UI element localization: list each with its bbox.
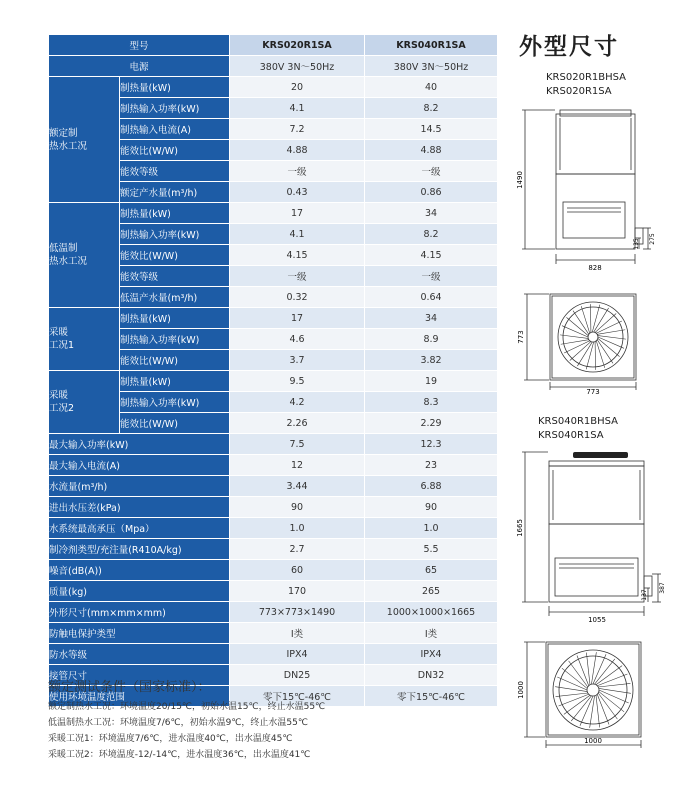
value-model2: 8.3 xyxy=(365,392,498,413)
model-header-label: 型号 xyxy=(49,35,230,56)
value-model1: 一级 xyxy=(230,161,365,182)
fan-spoke xyxy=(570,342,591,361)
table-row xyxy=(49,203,498,224)
value-model2: 1000×1000×1665 xyxy=(365,602,498,623)
row-label: 低温产水量(m³/h) xyxy=(120,287,230,308)
value-model1: 7.5 xyxy=(230,434,365,455)
value-model2: 6.88 xyxy=(365,476,498,497)
table-row xyxy=(49,434,498,455)
model2-front-drawing xyxy=(515,446,665,622)
value-model1: 20 xyxy=(230,77,365,98)
fan-spoke xyxy=(599,692,624,712)
value-model2: 8.2 xyxy=(365,224,498,245)
row-label: 水流量(m³/h) xyxy=(49,476,230,497)
value-model2: 65 xyxy=(365,560,498,581)
notes-line: 采暖工况1：环境温度7/6℃，进水温度40℃，出水温度45℃ xyxy=(48,734,293,744)
pipe-dim: 387 xyxy=(659,582,666,594)
fan-spoke xyxy=(595,314,616,333)
pipe-dim: 135 xyxy=(633,238,640,250)
power-label: 电源 xyxy=(49,56,230,77)
group-label xyxy=(49,77,120,203)
width-dim: 773 xyxy=(586,388,600,396)
table-row xyxy=(49,455,498,476)
value-model1: 17 xyxy=(230,308,365,329)
value-model1: 170 xyxy=(230,581,365,602)
model1-front-drawing xyxy=(515,102,655,277)
table-row xyxy=(49,518,498,539)
value-model1: 12 xyxy=(230,455,365,476)
table-row xyxy=(49,581,498,602)
notes-title: 额定测试条件（国家标准）： xyxy=(48,680,211,695)
fan-spoke xyxy=(590,304,591,332)
width-dim: 828 xyxy=(588,264,602,272)
fan-ring xyxy=(558,302,628,372)
value-model1: 3.7 xyxy=(230,350,365,371)
row-label: 制热输入功率(kW) xyxy=(120,392,230,413)
row-label: 制热输入功率(kW) xyxy=(120,224,230,245)
unit-top-cap xyxy=(549,461,644,466)
row-label: 额定产水量(m³/h) xyxy=(120,182,230,203)
row-label: 制热量(kW) xyxy=(120,371,230,392)
group-label-line: 工况1 xyxy=(49,340,75,351)
fan-spoke xyxy=(598,683,630,687)
table-row xyxy=(49,56,498,77)
value-model1: 4.1 xyxy=(230,224,365,245)
fan-guard-top xyxy=(573,452,628,458)
model-name: KRS020R1SA xyxy=(546,86,612,97)
row-label: 制热输入功率(kW) xyxy=(120,329,230,350)
value-model1: 4.2 xyxy=(230,392,365,413)
value-model2: I类 xyxy=(365,623,498,644)
fan-spoke xyxy=(591,652,596,684)
value-model1: 4.88 xyxy=(230,140,365,161)
depth-dim: 773 xyxy=(517,330,525,344)
row-label: 质量(kg) xyxy=(49,581,230,602)
value-model2: 34 xyxy=(365,308,498,329)
value-model1: 1.0 xyxy=(230,518,365,539)
value-model1: 零下15℃-46℃ xyxy=(230,686,365,707)
value-model2: 8.2 xyxy=(365,98,498,119)
row-label: 制热量(kW) xyxy=(120,308,230,329)
value-model1: 90 xyxy=(230,497,365,518)
value-model1: 2.26 xyxy=(230,413,365,434)
value-model2: 0.64 xyxy=(365,287,498,308)
fan-spoke xyxy=(562,668,587,688)
fan-spoke xyxy=(564,341,590,353)
model1-header: KRS020R1SA xyxy=(230,35,365,56)
row-label: 制冷剂类型/充注量(R410A/kg) xyxy=(49,539,230,560)
value-model1: 一级 xyxy=(230,266,365,287)
fan-spoke xyxy=(557,677,587,690)
row-label: 使用环境温度范围 xyxy=(49,686,230,707)
fan-spoke xyxy=(596,321,622,333)
model2-top-drawing xyxy=(515,636,665,751)
value-model1: I类 xyxy=(230,623,365,644)
table-row xyxy=(49,308,498,329)
value-model1: DN25 xyxy=(230,665,365,686)
fan-spoke xyxy=(566,317,588,335)
model2-header: KRS040R1SA xyxy=(365,35,498,56)
model2-names xyxy=(538,415,618,443)
fan-grille xyxy=(560,304,626,370)
row-label: 制热量(kW) xyxy=(120,77,230,98)
row-label: 防触电保护类型 xyxy=(49,623,230,644)
row-label: 接管尺寸 xyxy=(49,665,230,686)
spec-table-body xyxy=(49,35,498,707)
value-model2: 34 xyxy=(365,203,498,224)
fan-spoke xyxy=(595,659,615,684)
fan-spoke xyxy=(599,690,629,703)
fan-ring xyxy=(553,650,633,730)
row-label: 最大输入电流(A) xyxy=(49,455,230,476)
fan-spoke xyxy=(556,693,588,697)
value-model2: IPX4 xyxy=(365,644,498,665)
value-model2: DN32 xyxy=(365,665,498,686)
row-label: 能效比(W/W) xyxy=(120,413,230,434)
row-label: 进出水压差(kPa) xyxy=(49,497,230,518)
model-name: KRS020R1BHSA xyxy=(546,72,627,83)
table-row xyxy=(49,560,498,581)
group-label-line: 热水工况 xyxy=(49,140,88,152)
value-model1: 3.44 xyxy=(230,476,365,497)
value-model1: 2.7 xyxy=(230,539,365,560)
table-row xyxy=(49,623,498,644)
group-label-line: 采暖 xyxy=(49,390,69,401)
fan-spoke xyxy=(555,687,587,692)
group-label-line: 低温制 xyxy=(49,243,78,254)
group-label xyxy=(49,308,120,371)
model-name: KRS040R1BHSA xyxy=(538,416,619,427)
value-model2: 2.29 xyxy=(365,413,498,434)
model-name: KRS040R1SA xyxy=(538,430,604,441)
table-row xyxy=(49,77,498,98)
value-model1: 0.43 xyxy=(230,182,365,203)
pipe-dim: 137 xyxy=(641,589,648,601)
fan-spoke xyxy=(598,338,620,356)
row-label: 能效比(W/W) xyxy=(120,350,230,371)
value-model2: 3.82 xyxy=(365,350,498,371)
group-label xyxy=(49,203,120,308)
value-model2: 19 xyxy=(365,371,498,392)
value-model1: 4.6 xyxy=(230,329,365,350)
unit-upper-body xyxy=(556,114,635,174)
value-model1: 4.1 xyxy=(230,98,365,119)
value-model2: 12.3 xyxy=(365,434,498,455)
table-row xyxy=(49,35,498,56)
model1-names xyxy=(546,71,626,99)
row-label: 能效比(W/W) xyxy=(120,245,230,266)
row-label: 制热量(kW) xyxy=(120,203,230,224)
group-label-line: 热水工况 xyxy=(49,256,88,267)
row-label: 能效比(W/W) xyxy=(120,140,230,161)
value-model2: 23 xyxy=(365,455,498,476)
table-row xyxy=(49,371,498,392)
fan-spoke xyxy=(586,653,590,685)
pipe-dim: 275 xyxy=(649,233,656,245)
unit-upper-body xyxy=(549,466,644,524)
table-row xyxy=(49,602,498,623)
value-model2: 0.86 xyxy=(365,182,498,203)
value-model1: 4.15 xyxy=(230,245,365,266)
power-value-model2: 380V 3N～50Hz xyxy=(365,56,498,77)
group-label-line: 工况2 xyxy=(49,403,75,414)
value-model2: 265 xyxy=(365,581,498,602)
value-model1: 9.5 xyxy=(230,371,365,392)
value-model2: 8.9 xyxy=(365,329,498,350)
unit-lower-body xyxy=(549,524,644,602)
value-model1: 0.32 xyxy=(230,287,365,308)
notes-line: 低温制热水工况：环境温度7/6℃，初始水温9℃，终止水温55℃ xyxy=(48,718,308,728)
height-dim: 1490 xyxy=(516,171,524,189)
value-model2: 4.15 xyxy=(365,245,498,266)
notes-line: 采暖工况2：环境温度-12/-14℃，进水温度36℃，出水温度41℃ xyxy=(48,750,311,760)
table-row xyxy=(49,497,498,518)
fan-grille xyxy=(555,652,631,728)
value-model1: 17 xyxy=(230,203,365,224)
width-dim: 1000 xyxy=(584,737,602,745)
table-row xyxy=(49,476,498,497)
value-model2: 90 xyxy=(365,497,498,518)
group-label-line: 额定制 xyxy=(49,127,78,139)
value-model2: 40 xyxy=(365,77,498,98)
value-model2: 一级 xyxy=(365,161,498,182)
table-row xyxy=(49,644,498,665)
fan-spoke xyxy=(593,654,606,684)
value-model2: 4.88 xyxy=(365,140,498,161)
dimensions-title: 外型尺寸 xyxy=(519,34,619,60)
access-panel xyxy=(563,202,625,238)
value-model2: 5.5 xyxy=(365,539,498,560)
value-model1: 60 xyxy=(230,560,365,581)
depth-dim: 1000 xyxy=(517,681,525,699)
row-label: 最大输入功率(kW) xyxy=(49,434,230,455)
value-model1: 7.2 xyxy=(230,119,365,140)
power-value-model1: 380V 3N～50Hz xyxy=(230,56,365,77)
row-label: 水系统最高承压（Mpa） xyxy=(49,518,230,539)
model1-top-drawing xyxy=(515,288,655,396)
row-label: 外形尺寸(mm×mm×mm) xyxy=(49,602,230,623)
fan-spoke xyxy=(595,342,596,370)
fan-spoke xyxy=(599,688,631,693)
row-label: 防水等级 xyxy=(49,644,230,665)
unit-top-cap xyxy=(560,110,631,116)
test-conditions-notes xyxy=(48,680,325,763)
fan-spoke xyxy=(590,696,595,728)
fan-spoke xyxy=(571,696,591,721)
table-row xyxy=(49,539,498,560)
fan-spoke xyxy=(596,695,600,727)
row-label: 制热输入电流(A) xyxy=(120,119,230,140)
width-dim: 1055 xyxy=(588,616,606,624)
value-model2: 零下15℃-46℃ xyxy=(365,686,498,707)
group-label-line: 采暖 xyxy=(49,327,69,338)
group-label xyxy=(49,371,120,434)
value-model2: 14.5 xyxy=(365,119,498,140)
fan-spoke xyxy=(580,696,593,726)
value-model2: 一级 xyxy=(365,266,498,287)
notes-line: 额定制热水工况：环境温度20/15℃，初始水温15℃，终止水温55℃ xyxy=(48,702,326,712)
spec-table xyxy=(48,34,498,707)
value-model1: IPX4 xyxy=(230,644,365,665)
row-label: 制热输入功率(kW) xyxy=(120,98,230,119)
row-label: 噪音(dB(A)) xyxy=(49,560,230,581)
row-label: 能效等级 xyxy=(120,266,230,287)
value-model2: 1.0 xyxy=(365,518,498,539)
value-model1: 773×773×1490 xyxy=(230,602,365,623)
height-dim: 1665 xyxy=(516,519,524,537)
row-label: 能效等级 xyxy=(120,161,230,182)
